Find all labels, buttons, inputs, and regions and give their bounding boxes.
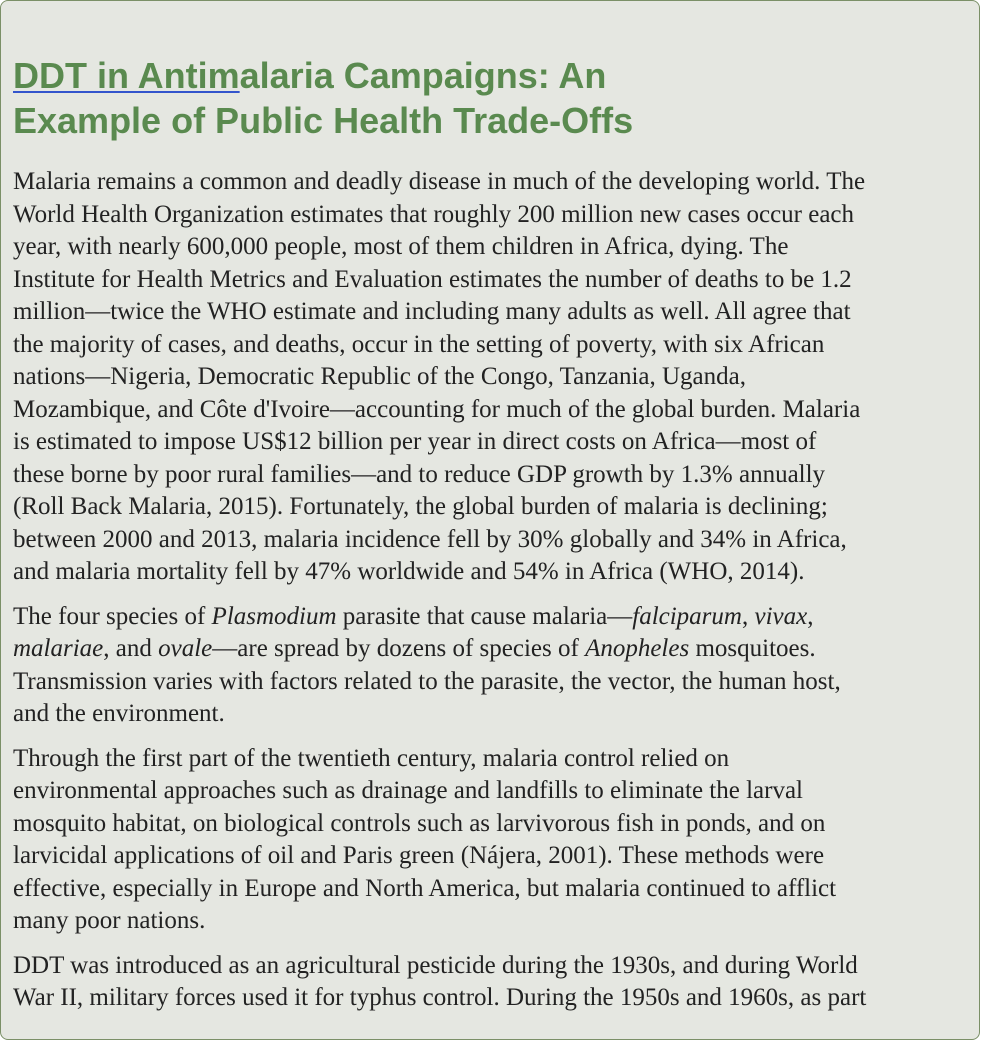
text-run: mosquitoes.: [689, 635, 816, 662]
paragraph-line: many poor nations.: [13, 907, 206, 934]
paragraph-line: and malaria mortality fell by 47% worldwide and 54% in Africa (WHO, 2014).: [13, 558, 805, 585]
paragraph-line: DDT was introduced as an agricultural pesticide during the 1930s, and during World: [13, 951, 858, 979]
text-run: —are spread by dozens of species of: [212, 635, 586, 662]
paragraph-line: and the environment.: [13, 700, 225, 727]
paragraph-line: these borne by poor rural families—and to reduce GDP growth by 1.3% annually: [13, 460, 826, 488]
paragraph-4: [13, 950, 975, 1015]
paragraph-line: (Roll Back Malaria, 2015). Fortunately, the global burden of malaria is declining;: [13, 493, 828, 520]
italic-term: ovale: [158, 635, 213, 662]
paragraph-line: effective, especially in Europe and North America, but malaria continued to afflict: [13, 874, 837, 902]
paragraph-line: mosquito habitat, on biological controls such as larvivorous fish in ponds, and on: [13, 809, 826, 837]
paragraph-line: environmental approaches such as drainage and landfills to eliminate the larval: [13, 777, 803, 804]
paragraph-line: Mozambique, and Côte d'Ivoire—accounting for much of the global burden. Malaria: [13, 395, 861, 423]
paragraph-line: million—twice the WHO estimate and including many adults as well. All agree that: [13, 298, 851, 325]
article-body: [13, 166, 975, 1027]
text-run: parasite that cause malaria—: [336, 602, 633, 630]
text-run: ,: [741, 602, 755, 630]
italic-term: Plasmodium: [211, 602, 337, 630]
paragraph-1: [13, 166, 975, 589]
paragraph-line: the majority of cases, and deaths, occur in the setting of poverty, with six African: [13, 330, 825, 358]
paragraph-line: year, with nearly 600,000 people, most of them children in Africa, dying. The: [13, 233, 789, 260]
paragraph-line: Transmission varies with factors related to the parasite, the vector, the human host,: [13, 667, 841, 695]
paragraph-line-segmented: [13, 601, 975, 634]
paragraph-line: War II, military forces used it for typhus control. During the 1950s and 1960s, as part: [13, 984, 867, 1011]
title-rest-line1: alaria Campaigns: An: [239, 55, 607, 96]
paragraph-line: Through the first part of the twentieth century, malaria control relied on: [13, 744, 730, 772]
paragraph-line: is estimated to impose US$12 billion per year in direct costs on Africa—most of: [13, 428, 817, 455]
paragraph-line-segmented: [13, 633, 975, 666]
italic-term: Anopheles: [585, 635, 690, 662]
italic-term: vivax: [754, 602, 808, 630]
paragraph-2: [13, 601, 975, 731]
paragraph-line: Institute for Health Metrics and Evaluation estimates the number of deaths to be 1.2: [13, 265, 852, 293]
paragraph-3: [13, 743, 975, 938]
paragraph-line: Malaria remains a common and deadly disease in much of the developing world. The: [13, 168, 866, 195]
text-run: The four species of: [13, 602, 212, 630]
text-run: , and: [103, 635, 159, 662]
paragraph-line: World Health Organization estimates that roughly 200 million new cases occur each: [13, 200, 855, 228]
text-run: ,: [807, 602, 814, 630]
article-title: [13, 53, 913, 143]
italic-term: malariae: [13, 635, 104, 662]
paragraph-line: larvicidal applications of oil and Paris green (Nájera, 2001). These methods were: [13, 842, 825, 869]
title-line2: Example of Public Health Trade-Offs: [13, 100, 634, 141]
title-link[interactable]: DDT in Antim: [13, 55, 240, 96]
paragraph-line: between 2000 and 2013, malaria incidence fell by 30% globally and 34% in Africa,: [13, 525, 847, 553]
paragraph-line: nations—Nigeria, Democratic Republic of the Congo, Tanzania, Uganda,: [13, 363, 746, 390]
italic-term: falciparum: [632, 602, 742, 630]
